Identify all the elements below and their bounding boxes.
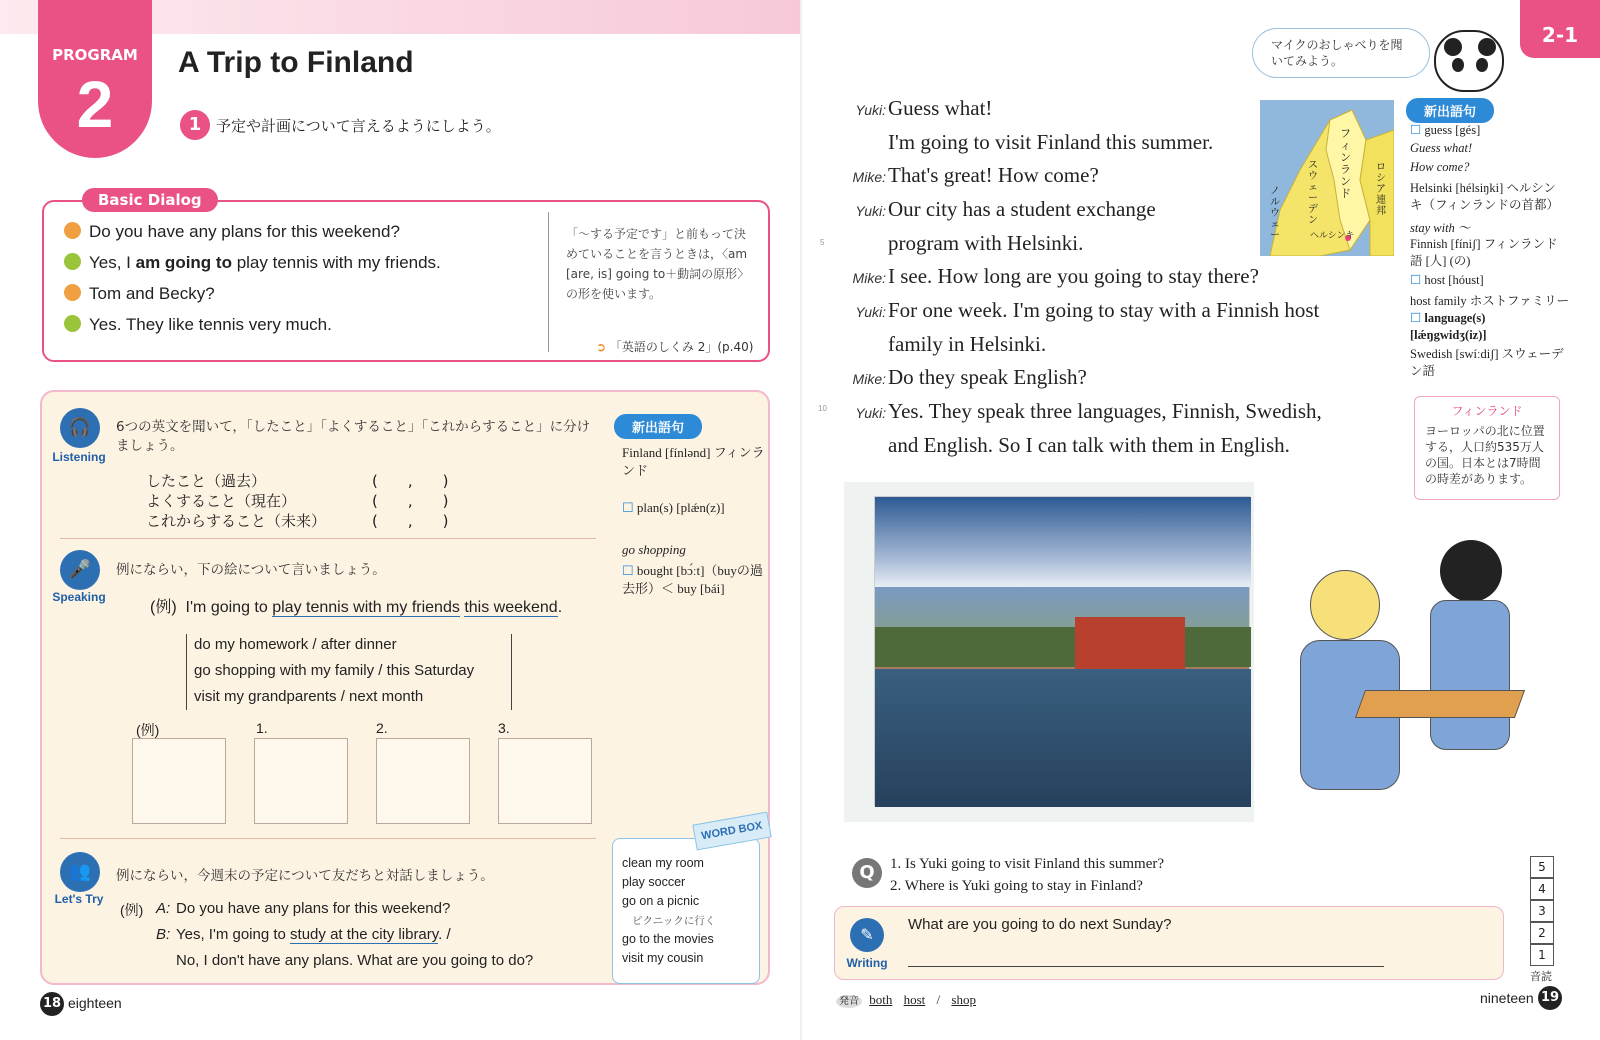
goal-number: 1 bbox=[180, 110, 210, 140]
new-word bbox=[1410, 272, 1484, 288]
new-word: stay with ～ bbox=[1410, 221, 1471, 235]
new-word bbox=[1410, 310, 1560, 344]
dialog-text: Yes, I'm going to bbox=[176, 926, 291, 943]
speaker-label: Yuki: bbox=[855, 304, 886, 320]
listening-label: Listening bbox=[52, 450, 106, 464]
dialog-line: Yes. They speak three languages, Finnish, Swedish, bbox=[888, 399, 1322, 423]
speech-bubble: マイクのおしゃべりを聞いてみよう。 bbox=[1252, 28, 1430, 78]
program-label: PROGRAM bbox=[52, 46, 138, 64]
line-mark: 5 bbox=[820, 238, 825, 247]
porvoo-river-photo bbox=[874, 496, 1250, 806]
answer-blank[interactable]: ( , ) bbox=[372, 512, 449, 530]
map-label: ノルウェー bbox=[1270, 186, 1280, 241]
listening-row: よくすること（現在） bbox=[146, 492, 297, 510]
dialog-b2: No, I don't have any plans. What are you going to do? bbox=[176, 952, 534, 969]
reading-count-box[interactable]: 4 bbox=[1530, 878, 1554, 900]
example-underline: play tennis with my friends bbox=[272, 599, 460, 616]
word-item: play soccer bbox=[622, 875, 686, 889]
speaker-b: B: bbox=[156, 926, 171, 943]
pronunciation-label: 発音 bbox=[836, 995, 862, 1008]
dialog-text: Yes. They like tennis very much. bbox=[89, 315, 332, 334]
arrow-icon: ➲ bbox=[596, 340, 607, 354]
river bbox=[875, 669, 1251, 807]
dialog-key-phrase: am going to bbox=[135, 253, 232, 272]
girl-hair bbox=[1440, 540, 1502, 602]
dialog-line: For one week. I'm going to stay with a Finnish host bbox=[888, 298, 1320, 322]
reading-count-box[interactable]: 2 bbox=[1530, 922, 1554, 944]
new-word bbox=[622, 500, 725, 516]
checkbox-icon[interactable]: ☐ bbox=[1410, 273, 1422, 287]
finland-info-text: ヨーロッパの北に位置する，人口約535万人の国。日本とは7時間の時差があります。 bbox=[1425, 424, 1545, 486]
word-item: visit my cousin bbox=[622, 951, 704, 965]
headphones-icon: 🎧 bbox=[60, 408, 100, 448]
option-line: do my homework / after dinner bbox=[194, 636, 397, 653]
line-mark: 10 bbox=[818, 404, 827, 413]
new-word: host family ホストファミリー bbox=[1410, 294, 1570, 308]
word-item-gloss: ピクニックに行く bbox=[632, 915, 716, 927]
reading-count-box[interactable]: 3 bbox=[1530, 900, 1554, 922]
speaker-a-icon bbox=[64, 284, 81, 301]
dialog-text: Tom and Becky? bbox=[89, 284, 215, 303]
writing-prompt: What are you going to do next Sunday? bbox=[908, 916, 1172, 933]
answer-blank[interactable]: ( , ) bbox=[372, 472, 449, 490]
speaking-instruction: 例にならい，下の絵について言いましょう。 bbox=[116, 562, 386, 578]
new-word: Guess what! bbox=[1410, 141, 1473, 155]
program-tab bbox=[38, 0, 152, 158]
new-word: Helsinki [hélsiŋki] ヘルシンキ（フィンランドの首都） bbox=[1410, 181, 1560, 212]
program-number: 2 bbox=[76, 67, 114, 141]
dialog-text: play tennis with my friends. bbox=[231, 253, 441, 272]
example-mark: (例) bbox=[120, 902, 144, 918]
students-illustration bbox=[1290, 540, 1550, 830]
pronunciation-word: both bbox=[869, 992, 893, 1007]
new-words-label: 新出語句 bbox=[614, 414, 702, 439]
panda-eye bbox=[1476, 58, 1488, 72]
speaking-example: (例) I'm going to play tennis with my friends this weekend. bbox=[150, 599, 563, 616]
example-underline: this weekend bbox=[464, 599, 558, 616]
pencil-icon: ✎ bbox=[850, 918, 884, 952]
section-tab: 2-1 bbox=[1520, 0, 1600, 58]
picture-label: (例) bbox=[136, 722, 160, 738]
checkbox-icon[interactable]: ☐ bbox=[1410, 123, 1422, 137]
page-word: eighteen bbox=[68, 995, 122, 1011]
dialog-line: program with Helsinki. bbox=[888, 231, 1084, 255]
dialog-line: I see. How long are you going to stay there? bbox=[888, 264, 1259, 288]
grammar-note: 「～する予定です」と前もって決めていることを言うときは，〈am [are, is] going to＋動詞の原形〉の形を使います。 bbox=[566, 227, 750, 301]
shopping-illustration bbox=[376, 738, 470, 824]
divider bbox=[60, 538, 596, 539]
grandparents-illustration bbox=[498, 738, 592, 824]
listening-row: したこと（過去） bbox=[146, 472, 267, 490]
question-icon: Q bbox=[852, 858, 882, 888]
dialog-b bbox=[176, 926, 451, 943]
picture-label: 1. bbox=[256, 720, 268, 736]
panda-mascot bbox=[1434, 30, 1504, 92]
new-words-column bbox=[1406, 98, 1576, 123]
reference-text: 「英語のしくみ 2」(p.40) bbox=[609, 340, 754, 354]
option-line: visit my grandparents / next month bbox=[194, 688, 424, 705]
panda-ear bbox=[1478, 38, 1496, 56]
pronunciation-separator: / bbox=[936, 992, 941, 1007]
dialog-line: and English. So I can talk with them in English. bbox=[888, 433, 1290, 457]
people-icon: 👥 bbox=[60, 852, 100, 892]
map-label: スウェーデン bbox=[1308, 160, 1318, 226]
dialog-line bbox=[64, 222, 400, 242]
checkbox-icon[interactable]: ☐ bbox=[1410, 311, 1422, 325]
page-title: A Trip to Finland bbox=[178, 46, 414, 79]
desk bbox=[1355, 690, 1525, 718]
speaker-label: Mike: bbox=[852, 169, 886, 185]
speaker-label: Mike: bbox=[852, 371, 886, 387]
speaker-a: A: bbox=[156, 900, 171, 917]
pronunciation-word: host bbox=[903, 992, 926, 1007]
speaker-label: Yuki: bbox=[855, 203, 886, 219]
dialog-line: Our city has a student exchange bbox=[888, 197, 1156, 221]
microphone-icon: 🎤 bbox=[60, 550, 100, 590]
example-prefix: (例) I'm going to bbox=[150, 599, 273, 616]
new-word bbox=[622, 562, 766, 598]
reading-count-box[interactable]: 1 bbox=[1530, 944, 1554, 966]
word-box-label: WORD BOX bbox=[692, 812, 771, 851]
new-word bbox=[1410, 122, 1480, 138]
girl-body bbox=[1430, 600, 1510, 750]
finland-info-title: フィンランド bbox=[1451, 404, 1523, 418]
panda-ear bbox=[1444, 38, 1462, 56]
dialog-line: Do they speak English? bbox=[888, 365, 1087, 389]
new-word-text: plan(s) [plǽn(z)] bbox=[636, 500, 725, 515]
new-word: Finnish [fíniʃ] フィンランド語 [人] (の) bbox=[1410, 237, 1558, 268]
listening-instruction: 6つの英文を聞いて，「したこと」「よくすること」「これからすること」に分けましょう。 bbox=[116, 419, 591, 454]
question: 1. Is Yuki going to visit Finland this summer? bbox=[890, 856, 1165, 872]
dialog-line: I'm going to visit Finland this summer. bbox=[888, 130, 1214, 154]
page-number: 19 bbox=[1538, 986, 1562, 1010]
option-line: go shopping with my family / this Saturday bbox=[194, 662, 475, 679]
new-words-label: 新出語句 bbox=[1406, 98, 1494, 123]
sky bbox=[875, 497, 1251, 587]
checkbox-icon[interactable]: ☐ bbox=[622, 500, 634, 515]
speaker-label: Yuki: bbox=[855, 405, 886, 421]
listening-row: これからすること（未来） bbox=[146, 512, 327, 530]
page-gutter bbox=[800, 0, 802, 1040]
lets-try-instruction: 例にならい，今週末の予定について友だちと対話しましょう。 bbox=[116, 868, 494, 884]
picture-label: 2. bbox=[376, 720, 388, 736]
new-word-text: guess [gés] bbox=[1424, 123, 1481, 137]
lets-try-label: Let's Try bbox=[54, 892, 104, 906]
new-word-text: bought [bɔ́ːt]（buyの過去形）＜ buy [bái] bbox=[622, 563, 763, 596]
red-houses bbox=[1075, 617, 1185, 669]
basic-dialog-label: Basic Dialog bbox=[82, 188, 218, 212]
homework-illustration bbox=[254, 738, 348, 824]
map-label: フィンランド bbox=[1340, 127, 1351, 200]
speaking-label: Speaking bbox=[52, 590, 106, 604]
map-label: ロシア連邦 bbox=[1376, 162, 1386, 217]
dialog-line bbox=[64, 253, 441, 273]
new-word: go shopping bbox=[622, 542, 686, 557]
dialog-text: Yes, I bbox=[89, 253, 136, 272]
new-word: Finland [fínlənd] フィンランド bbox=[622, 445, 765, 478]
new-word: How come? bbox=[1410, 160, 1470, 174]
word-item: clean my room bbox=[622, 856, 704, 870]
divider bbox=[60, 838, 596, 839]
picture-label: 3. bbox=[498, 720, 510, 736]
writing-answer-line[interactable] bbox=[908, 966, 1384, 967]
speaker-a-icon bbox=[64, 222, 81, 239]
reading-count-boxes bbox=[1530, 856, 1554, 966]
tennis-illustration bbox=[132, 738, 226, 824]
word-item: go on a picnic bbox=[622, 894, 700, 908]
word-item: go to the movies bbox=[622, 932, 714, 946]
writing-label: Writing bbox=[846, 956, 888, 970]
reading-count-box[interactable]: 5 bbox=[1530, 856, 1554, 878]
dialog-line bbox=[64, 284, 215, 304]
dialog-line bbox=[64, 315, 332, 335]
dialog-line: family in Helsinki. bbox=[888, 332, 1047, 356]
panda-eye bbox=[1452, 58, 1464, 72]
pronunciation-row bbox=[836, 992, 976, 1008]
speaker-b-icon bbox=[64, 253, 81, 270]
page-number: 18 bbox=[40, 992, 64, 1016]
reading-label: 音読 bbox=[1530, 970, 1552, 983]
dialog-line: Guess what! bbox=[888, 96, 993, 120]
finland-map bbox=[1260, 100, 1394, 256]
dialog-underline: study at the city library bbox=[290, 926, 439, 943]
new-word-text: language(s) [lǽŋgwidʒ(iz)] bbox=[1410, 311, 1487, 342]
pronunciation-word: shop bbox=[951, 992, 976, 1007]
answer-blank[interactable]: ( , ) bbox=[372, 492, 449, 510]
page-word: nineteen bbox=[1480, 990, 1534, 1006]
dialog-line: That's great! How come? bbox=[888, 163, 1099, 187]
checkbox-icon[interactable]: ☐ bbox=[622, 563, 634, 578]
dialog-text: . / bbox=[438, 926, 451, 943]
speaker-label: Mike: bbox=[852, 270, 886, 286]
speaker-label: Yuki: bbox=[855, 102, 886, 118]
divider bbox=[548, 212, 549, 352]
new-word-text: host [hóust] bbox=[1424, 273, 1484, 287]
question: 2. Where is Yuki going to stay in Finland? bbox=[890, 878, 1143, 894]
boy-head bbox=[1310, 570, 1380, 640]
goal-text: 予定や計画について言えるようにしよう。 bbox=[216, 117, 501, 135]
dialog-text: Do you have any plans for this weekend? bbox=[89, 222, 400, 241]
map-label: ヘルシンキ bbox=[1310, 231, 1355, 241]
grammar-reference-link[interactable] bbox=[596, 338, 753, 355]
trees bbox=[875, 627, 1251, 667]
dialog-a: Do you have any plans for this weekend? bbox=[176, 900, 451, 917]
new-word: Swedish [swíːdiʃ] スウェーデン語 bbox=[1410, 347, 1564, 378]
finland-info-box bbox=[1414, 396, 1560, 500]
speaker-b-icon bbox=[64, 315, 81, 332]
